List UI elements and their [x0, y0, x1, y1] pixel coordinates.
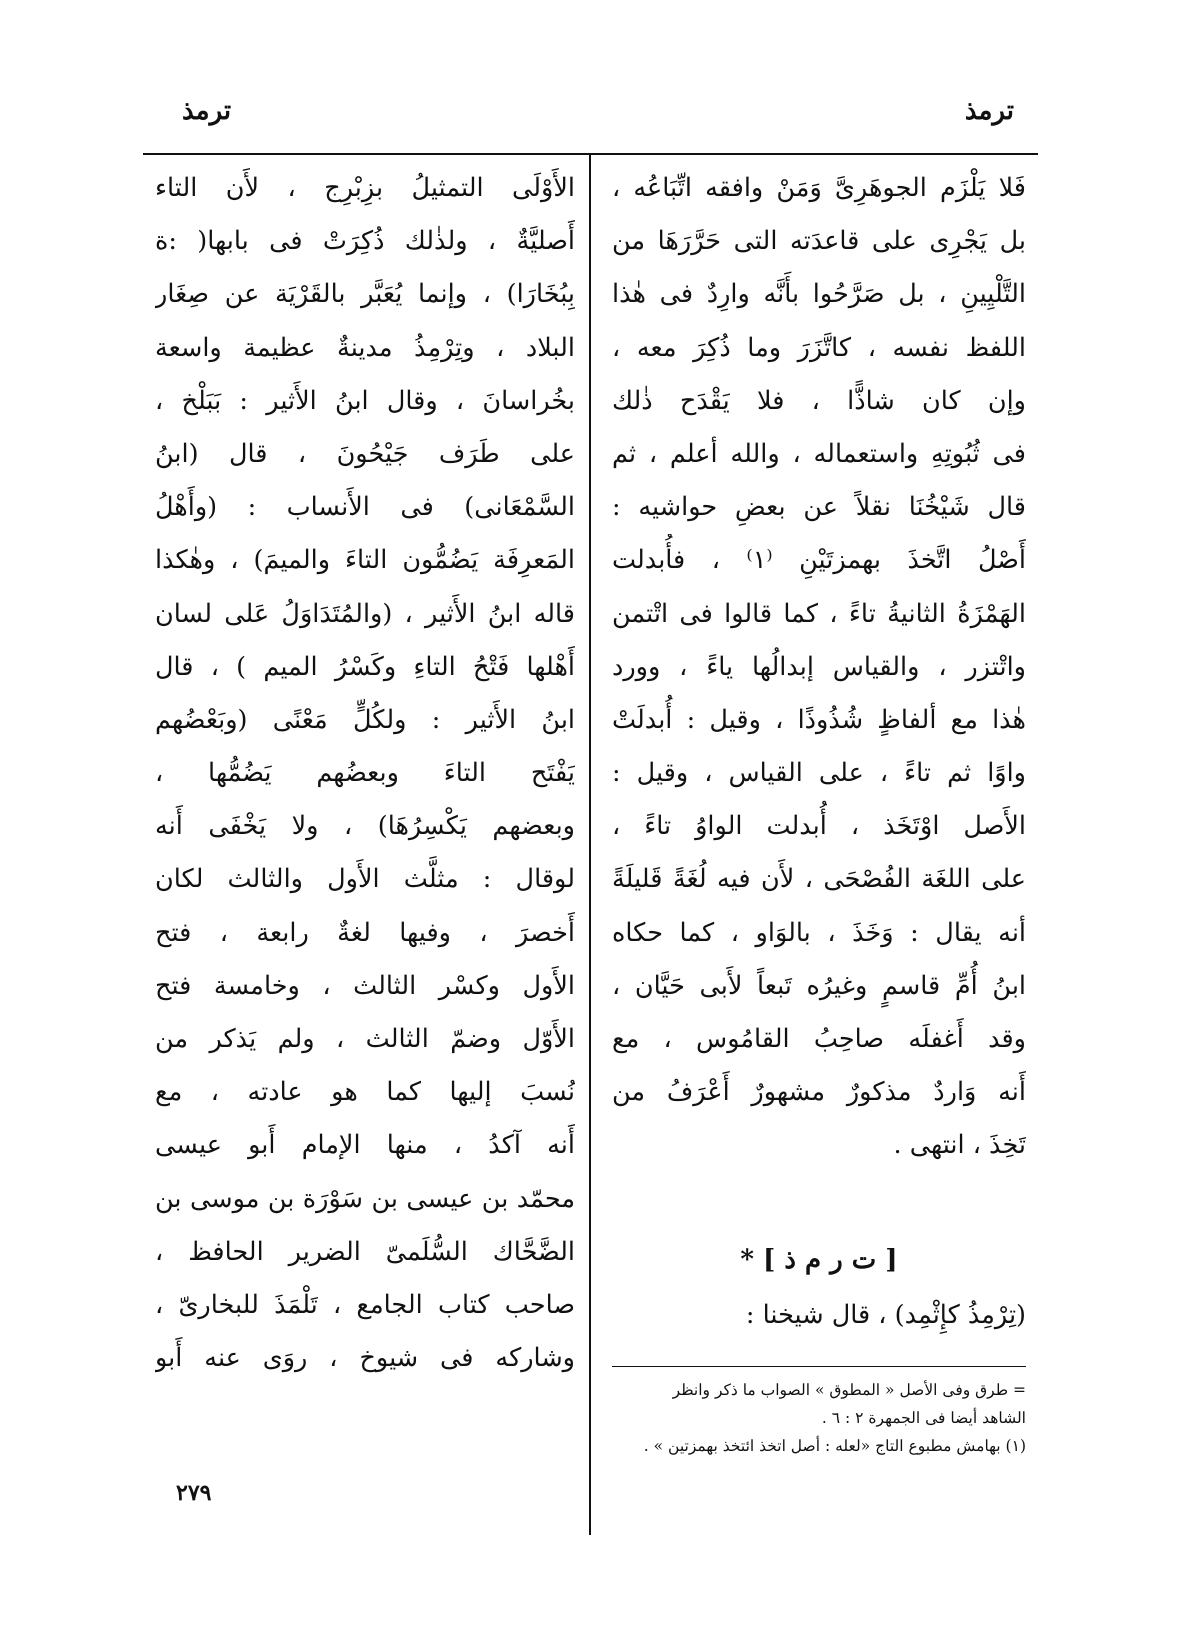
text-line: بخُراسانَ ، وقال ابنُ الأَثير : بَبَلْخ ،	[155, 385, 575, 416]
text-line: ابنُ أُمِّ قاسمٍ وغيرُه تَبعاً لأَبى حَيَّان ،	[612, 970, 1026, 1001]
text-line: محمّد بن عيسى بن سَوْرَة بن موسى بن	[155, 1183, 575, 1214]
text-line: نُسبَ إليها كما هو عادته ، مع	[155, 1077, 575, 1108]
text-line: فَلا يَلْزَم الجوهَرِىَّ وَمَنْ وافقه اتِّبَاعُه ،	[612, 173, 1026, 203]
footnote-line: (١) بهامش مطبوع التاج «لعله : أصل اتخذ ائتخذ بهمزتين » .	[643, 1437, 1026, 1455]
left-column	[155, 162, 575, 1385]
text-line: على طَرَف جَيْحُونَ ، قال (ابنُ	[155, 438, 575, 469]
right-column	[612, 162, 1026, 1173]
text-line: قال شَيْخُنَا نقلاً عن بعضِ حواشيه :	[612, 492, 1026, 523]
entry-heading: [ ت ر م ذ ] *	[740, 1245, 898, 1275]
text-line: تَخِذَ ، انتهى .	[893, 1130, 1026, 1161]
text-line: الأَول وكسْر الثالث ، وخامسة فتح	[155, 970, 575, 1001]
text-line: أَهْلها فَتْحُ التاءِ وكَسْرُ الميم ) ، قال	[155, 651, 575, 682]
text-line: على اللغَة الفُصْحَى ، لأَن فيه لُغَةً قَليلَةً	[612, 864, 1026, 895]
text-line: وبعضهم يَكْسِرُهَا) ، ولا يَخْفَى أَنه	[155, 811, 575, 842]
text-line: اللفظ نفسه ، كاتَّزَرَ وما ذُكِرَ معه ،	[612, 332, 1026, 363]
footnotes	[612, 1376, 1026, 1460]
text-line: أَنه وَاردٌ مذكورٌ مشهورٌ أَعْرَفُ من	[612, 1077, 1026, 1108]
entry-text: (تِرْمِذُ كإِثْمِد) ، قال شيخنا :	[745, 1300, 1026, 1330]
text-line: وشاركه فى شيوخ ، روَى عنه أَبو	[155, 1343, 575, 1374]
text-line: أنه يقال : وَخَذَ ، بالوَاو ، كما حكاه	[612, 917, 1026, 948]
text-line: أَصْلُ اتَّخذَ بهمزتَيْنِ ⁽١⁾ ، فأُبدلت	[612, 545, 1026, 576]
text-line: واتْتزر ، والقياس إبدالُها ياءً ، وورد	[612, 651, 1026, 682]
column-divider	[589, 155, 591, 1535]
text-line: السَّمْعَانى) فى الأَنساب : (وأَهْلُ	[155, 492, 575, 523]
text-line: الأَصل اوْتَخَذ ، أُبدلت الواوُ تاءً ،	[612, 811, 1026, 842]
footnote-rule	[612, 1366, 1026, 1367]
footnote-line: الشاهد أيضا فى الجمهرة ٢ : ٦ .	[821, 1409, 1026, 1427]
text-line: فى ثُبُوتِهِ واستعماله ، والله أعلم ، ثم	[612, 438, 1026, 469]
text-line: وإن كان شاذًّا ، فلا يَقْدَح ذٰلك	[612, 385, 1026, 416]
text-line: يَفْتَح التاءَ وبعضُهم يَضُمُّها ،	[155, 758, 575, 789]
text-line: هٰذا مع ألفاظٍ شُذُوذًا ، وقيل : أُبدلَتْ	[612, 704, 1026, 735]
text-line: الأَوْلَى التمثيلُ بزِبْرِج ، لأَن التاء	[155, 173, 575, 203]
text-line: الهَمْزَةُ الثانيةُ تاءً ، كما قالوا فى اتْتمن	[612, 598, 1026, 629]
footnote-line: = طرق وفى الأصل « المطوق » الصواب ما ذكر وانظر	[672, 1381, 1026, 1399]
text-line: أَصليَّةٌ ، ولذٰلك ذُكِرَتْ فى بابها( :ة	[155, 226, 575, 257]
text-line: بل يَجْرِى على قاعدَته التى حَرَّرَهَا من	[612, 226, 1026, 257]
text-line: المَعرِفَة يَضُمُّون التاءَ والميمَ) ، وهٰكذا	[155, 545, 575, 576]
page-number: ٢٧٩	[176, 1480, 212, 1506]
text-line: بِبُخَارَا) ، وإنما يُعَبَّر بالقَرْيَة عن صِغَار	[155, 279, 575, 310]
text-line: الأَوّل وضمّ الثالث ، ولم يَذكر من	[155, 1024, 575, 1054]
text-line: أَنه آكدُ ، منها الإمام أَبو عيسى	[155, 1130, 575, 1161]
text-line: صاحب كتاب الجامع ، تَلْمَذَ للبخارىّ ،	[155, 1289, 575, 1320]
text-line: ابنُ الأَثير : ولكُلٍّ مَعْنًى (وبَعْضُهم	[155, 704, 575, 735]
running-header-left: ترمذ	[182, 96, 232, 126]
running-header-right: ترمذ	[964, 96, 1014, 126]
text-line: لوقال : مثلَّث الأَول والثالث لكان	[155, 864, 575, 895]
text-line: واوًا ثم تاءً ، على القياس ، وقيل :	[612, 758, 1026, 789]
text-line: البلاد ، وتِرْمِذُ مدينةٌ عظيمة واسعة	[155, 332, 575, 363]
text-line: أَخصرَ ، وفيها لغةٌ رابعة ، فتح	[155, 917, 575, 948]
text-line: التَّلْيِينِ ، بل صَرَّحُوا بأَنَّه وارِدٌ فى هٰذا	[612, 279, 1026, 310]
text-line: قاله ابنُ الأَثير ، (والمُتَدَاوَلُ عَلى لسان	[155, 598, 575, 629]
text-line: الضَّحَّاك السُّلَمىّ الضرير الحافظ ،	[155, 1236, 575, 1267]
text-line: وقد أَغفلَه صاحِبُ القامُوس ، مع	[612, 1024, 1026, 1054]
